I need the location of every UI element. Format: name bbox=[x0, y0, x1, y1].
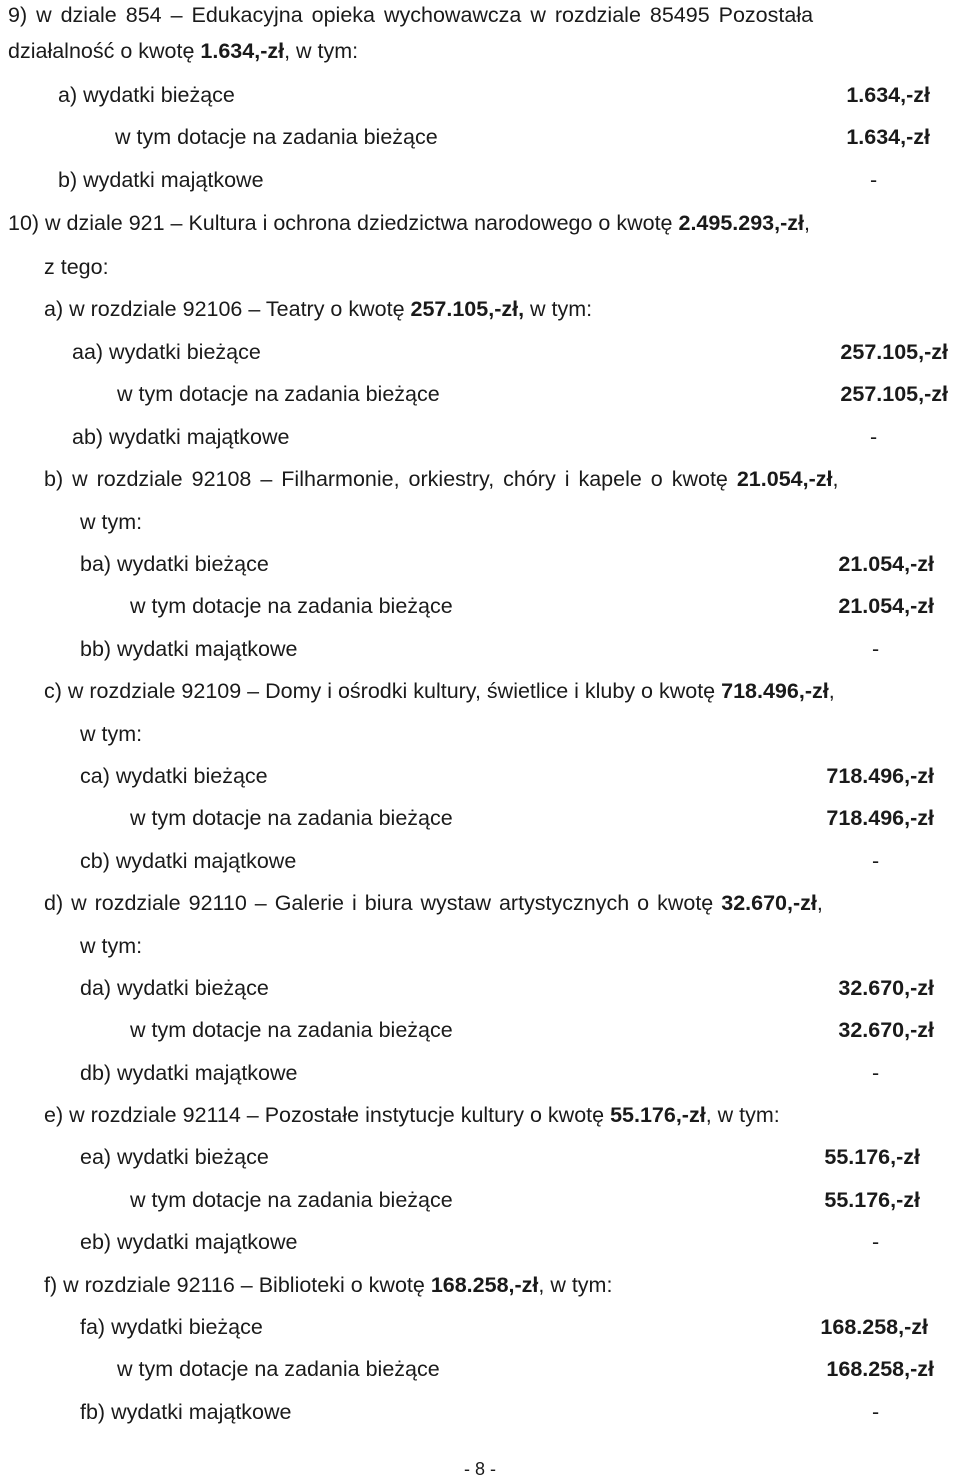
s9-current-label: a) wydatki bieżące bbox=[58, 83, 235, 107]
s10b-current-amount: 21.054,-zł bbox=[838, 552, 934, 576]
s10a-amount: 257.105,-zł, bbox=[410, 297, 525, 321]
s10c-heading-line2: w tym: bbox=[80, 722, 143, 746]
s10e-heading: e) w rozdziale 92114 – Pozostałe instytucje kultury o kwotę 55.176,-zł, w tym: bbox=[44, 1103, 780, 1127]
s10c-grants-label: w tym dotacje na zadania bieżące bbox=[130, 806, 453, 830]
s10c-current-amount: 718.496,-zł bbox=[826, 764, 934, 788]
s10e-amount: 55.176,-zł bbox=[610, 1103, 706, 1127]
s10f-heading: f) w rozdziale 92116 – Biblioteki o kwotę 168.258,-zł, w tym: bbox=[44, 1273, 613, 1297]
s10d-heading-line2: w tym: bbox=[80, 934, 143, 958]
s10b-grants-amount: 21.054,-zł bbox=[838, 594, 934, 618]
s10d-capital-amount: - bbox=[872, 1061, 880, 1085]
s10e-capital-amount: - bbox=[872, 1230, 880, 1254]
s10c-heading: c) w rozdziale 92109 – Domy i ośrodki kultury, świetlice i kluby o kwotę 718.496,-zł, bbox=[44, 679, 835, 703]
s10c-grants-amount: 718.496,-zł bbox=[826, 806, 934, 830]
s10a-heading: a) w rozdziale 92106 – Teatry o kwotę 257.105,-zł, w tym: bbox=[44, 297, 593, 321]
s9-total-amount: 1.634,-zł bbox=[200, 39, 285, 63]
s9-current-amount: 1.634,-zł bbox=[846, 83, 930, 107]
s10e-capital-label: eb) wydatki majątkowe bbox=[80, 1230, 298, 1254]
s10e-grants-label: w tym dotacje na zadania bieżące bbox=[130, 1188, 453, 1212]
s10b-amount: 21.054,-zł bbox=[736, 467, 833, 491]
s9-grants-amount: 1.634,-zł bbox=[846, 125, 930, 149]
s9-heading-line2: działalność o kwotę 1.634,-zł, w tym: bbox=[8, 39, 359, 63]
s9-heading-line1: 9) w dziale 854 – Edukacyjna opieka wychowawcza w rozdziale 85495 Pozostała bbox=[8, 3, 814, 27]
s10d-grants-amount: 32.670,-zł bbox=[838, 1018, 934, 1042]
s10b-capital-label: bb) wydatki majątkowe bbox=[80, 637, 298, 661]
s10f-current-label: fa) wydatki bieżące bbox=[80, 1315, 263, 1339]
s10b-grants-label: w tym dotacje na zadania bieżące bbox=[130, 594, 453, 618]
s10c-capital-label: cb) wydatki majątkowe bbox=[80, 849, 297, 873]
s9-capital-label: b) wydatki majątkowe bbox=[58, 168, 264, 192]
s10a-current-label: aa) wydatki bieżące bbox=[72, 340, 261, 364]
s10f-grants-label: w tym dotacje na zadania bieżące bbox=[117, 1357, 440, 1381]
s10b-heading-line2: w tym: bbox=[80, 510, 143, 534]
s10b-capital-amount: - bbox=[872, 637, 880, 661]
s10f-current-amount: 168.258,-zł bbox=[820, 1315, 928, 1339]
s10e-current-amount: 55.176,-zł bbox=[824, 1145, 920, 1169]
s10d-capital-label: db) wydatki majątkowe bbox=[80, 1061, 298, 1085]
s10f-capital-amount: - bbox=[872, 1400, 880, 1424]
s10-heading-line1: 10) w dziale 921 – Kultura i ochrona dziedzictwa narodowego o kwotę 2.495.293,-zł, bbox=[8, 211, 810, 235]
s10d-heading: d) w rozdziale 92110 – Galerie i biura wystaw artystycznych o kwotę 32.670,-zł, bbox=[44, 891, 823, 915]
s10-heading-line2: z tego: bbox=[44, 255, 109, 279]
s10a-capital-label: ab) wydatki majątkowe bbox=[72, 425, 290, 449]
s10d-grants-label: w tym dotacje na zadania bieżące bbox=[130, 1018, 453, 1042]
s10d-amount: 32.670,-zł bbox=[721, 891, 817, 915]
s10a-grants-amount: 257.105,-zł bbox=[840, 382, 948, 406]
s10-total-amount: 2.495.293,-zł bbox=[678, 211, 804, 235]
s10d-current-label: da) wydatki bieżące bbox=[80, 976, 269, 1000]
s10a-grants-label: w tym dotacje na zadania bieżące bbox=[117, 382, 440, 406]
s10b-current-label: ba) wydatki bieżące bbox=[80, 552, 269, 576]
page-number: - 8 - bbox=[463, 1459, 496, 1479]
s9-grants-label: w tym dotacje na zadania bieżące bbox=[115, 125, 438, 149]
s10f-amount: 168.258,-zł bbox=[430, 1273, 539, 1297]
s10a-capital-amount: - bbox=[870, 425, 878, 449]
s10b-heading: b) w rozdziale 92108 – Filharmonie, orkiestry, chóry i kapele o kwotę 21.054,-zł, bbox=[44, 467, 839, 491]
s10f-grants-amount: 168.258,-zł bbox=[826, 1357, 934, 1381]
s10c-amount: 718.496,-zł bbox=[721, 679, 829, 703]
s10c-capital-amount: - bbox=[872, 849, 880, 873]
s10f-capital-label: fb) wydatki majątkowe bbox=[80, 1400, 292, 1424]
s10d-current-amount: 32.670,-zł bbox=[838, 976, 934, 1000]
s10c-current-label: ca) wydatki bieżące bbox=[80, 764, 268, 788]
s10a-current-amount: 257.105,-zł bbox=[840, 340, 948, 364]
s10e-grants-amount: 55.176,-zł bbox=[824, 1188, 920, 1212]
s10e-current-label: ea) wydatki bieżące bbox=[80, 1145, 269, 1169]
s9-capital-amount: - bbox=[870, 168, 878, 192]
